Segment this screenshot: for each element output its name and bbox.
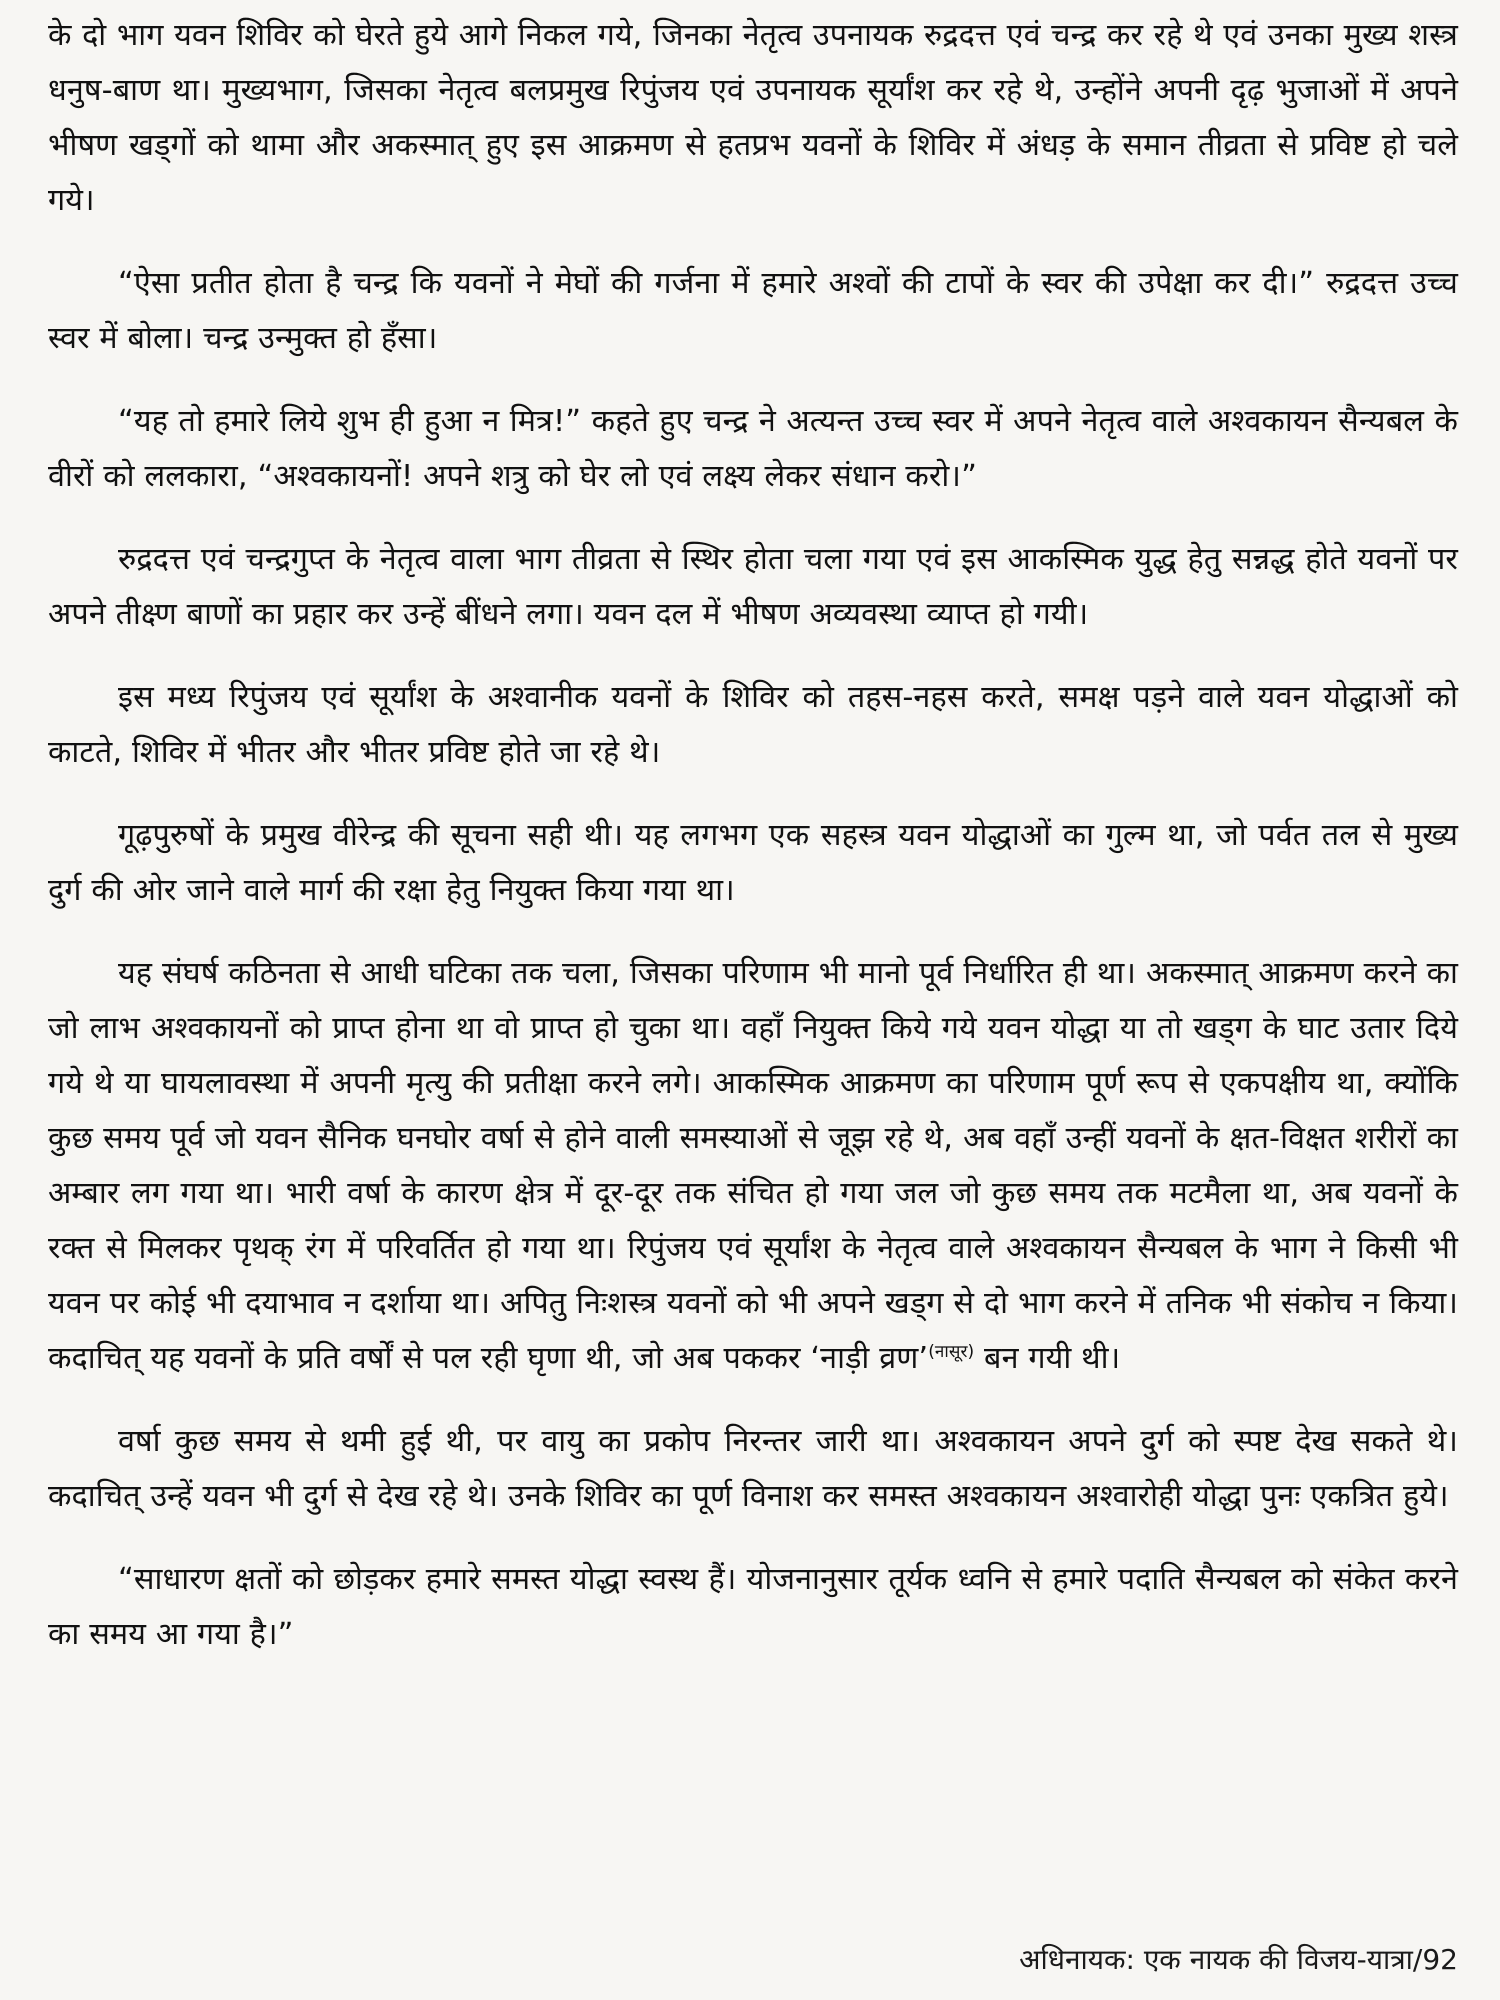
paragraph-8: वर्षा कुछ समय से थमी हुई थी, पर वायु का प्रकोप निरन्तर जारी था। अश्वकायन अपने दुर्ग को स्पष्ट देख सकते थे। कदाचित् उन्हें यवन भी दुर्ग से देख रहे थे। उनके शिविर का पूर्ण विनाश कर समस्त अश्वकायन अश्वारोही योद्धा पुनः एकत्रित हुये।	[48, 1424, 1458, 1514]
paragraph-5: इस मध्य रिपुंजय एवं सूर्यांश के अश्वानीक यवनों के शिविर को तहस-नहस करते, समक्ष पड़ने वाले यवन योद्धाओं को काटते, शिविर में भीतर और भीतर प्रविष्ट होते जा रहे थे।	[48, 680, 1458, 770]
paragraph-7-tail: बन गयी थी।	[974, 1341, 1121, 1376]
paragraph-3: “यह तो हमारे लिये शुभ ही हुआ न मित्र!” कहते हुए चन्द्र ने अत्यन्त उच्च स्वर में अपने नेतृत्व वाले अश्वकायन सैन्यबल के वीरों को ललकारा, “अश्वकायनों! अपने शत्रु को घेर लो एवं लक्ष्य लेकर संधान करो।”	[48, 404, 1458, 494]
paragraph-6: गूढ़पुरुषों के प्रमुख वीरेन्द्र की सूचना सही थी। यह लगभग एक सहस्त्र यवन योद्धाओं का गुल्म था, जो पर्वत तल से मुख्य दुर्ग की ओर जाने वाले मार्ग की रक्षा हेतु नियुक्त किया गया था।	[48, 818, 1458, 908]
paragraph-2: “ऐसा प्रतीत होता है चन्द्र कि यवनों ने मेघों की गर्जना में हमारे अश्वों की टापों के स्वर की उपेक्षा कर दी।” रुद्रदत्त उच्च स्वर में बोला। चन्द्र उन्मुक्त हो हँसा।	[48, 266, 1458, 356]
paragraph-4: रुद्रदत्त एवं चन्द्रगुप्त के नेतृत्व वाला भाग तीव्रता से स्थिर होता चला गया एवं इस आकस्मिक युद्ध हेतु सन्नद्ध होते यवनों पर अपने तीक्ष्ण बाणों का प्रहार कर उन्हें बींधने लगा। यवन दल में भीषण अव्यवस्था व्याप्त हो गयी।	[48, 542, 1458, 632]
paragraph-9: “साधारण क्षतों को छोड़कर हमारे समस्त योद्धा स्वस्थ हैं। योजनानुसार तूर्यक ध्वनि से हमारे पदाति सैन्यबल को संकेत करने का समय आ गया है।”	[48, 1562, 1458, 1652]
paragraph-7	[48, 946, 1458, 1386]
page-footer: अधिनायक: एक नायक की विजय-यात्रा/92	[1019, 1943, 1458, 1976]
footnote-superscript: (नासूर)	[928, 1341, 975, 1362]
paragraph-1: के दो भाग यवन शिविर को घेरते हुये आगे निकल गये, जिनका नेतृत्व उपनायक रुद्रदत्त एवं चन्द्र कर रहे थे एवं उनका मुख्य शस्त्र धनुष-बाण था। मुख्यभाग, जिसका नेतृत्व बलप्रमुख रिपुंजय एवं उपनायक सूर्यांश कर रहे थे, उन्होंने अपनी दृढ़ भुजाओं में अपने भीषण खड्गों को थामा और अकस्मात् हुए इस आक्रमण से हतप्रभ यवनों के शिविर में अंधड़ के समान तीव्रता से प्रविष्ट हो चले गये।	[48, 18, 1458, 218]
paragraph-7-text: यह संघर्ष कठिनता से आधी घटिका तक चला, जिसका परिणाम भी मानो पूर्व निर्धारित ही था। अकस्मात् आक्रमण करने का जो लाभ अश्वकायनों को प्राप्त होना था वो प्राप्त हो चुका था। वहाँ नियुक्त किये गये यवन योद्धा या तो खड्ग के घाट उतार दिये गये थे या घायलावस्था में अपनी मृत्यु की प्रतीक्षा करने लगे। आकस्मिक आक्रमण का परिणाम पूर्ण रूप से एकपक्षीय था, क्योंकि कुछ समय पूर्व जो यवन सैनिक घनघोर वर्षा से होने वाली समस्याओं से जूझ रहे थे, अब वहाँ उन्हीं यवनों के क्षत-विक्षत शरीरों का अम्बार लग गया था। भारी वर्षा के कारण क्षेत्र में दूर-दूर तक संचित हो गया जल जो कुछ समय तक मटमैला था, अब यवनों के रक्त से मिलकर पृथक् रंग में परिवर्तित हो गया था। रिपुंजय एवं सूर्यांश के नेतृत्व वाले अश्वकायन सैन्यबल के भाग ने किसी भी यवन पर कोई भी दयाभाव न दर्शाया था। अपितु निःशस्त्र यवनों को भी अपने खड्ग से दो भाग करने में तनिक भी संकोच न किया। कदाचित् यह यवनों के प्रति वर्षों से पल रही घृणा थी, जो अब पककर ‘नाड़ी व्रण’	[48, 956, 1458, 1376]
